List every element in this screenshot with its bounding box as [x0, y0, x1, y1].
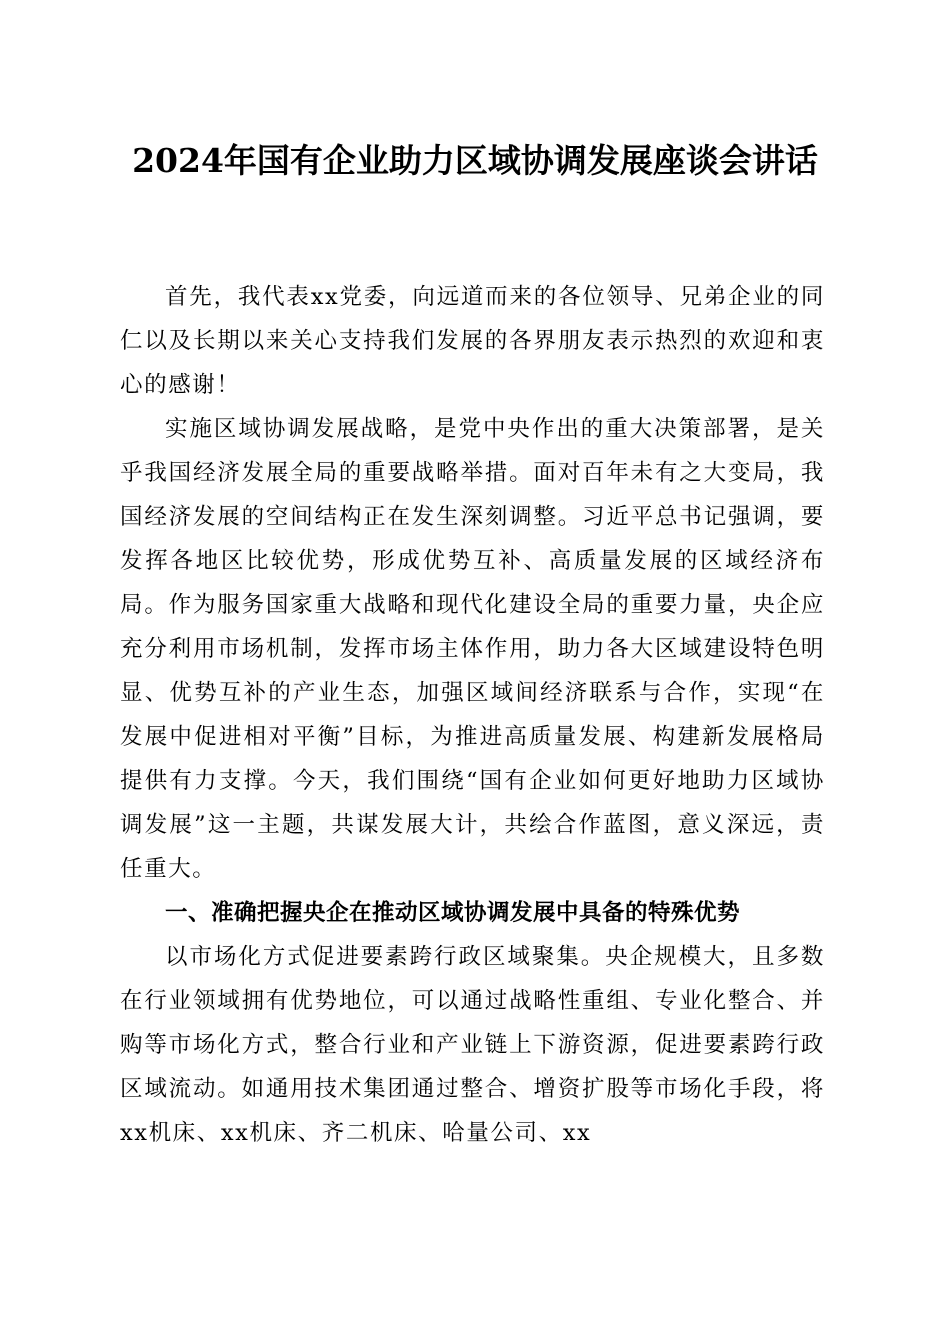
paragraph-section-1: 以市场化方式促进要素跨行政区域聚集。央企规模大，且多数在行业领域拥有优势地位，可以通过战略性重组、专业化整合、并购等市场化方式，整合行业和产业链上下游资源，促进要素跨行政区域流动。如通用技术集团通过整合、增资扩股等市场化手段，将xx机床、xx机床、齐二机床、哈量公司、xx — [120, 944, 825, 1146]
paragraph-strategy: 实施区域协调发展战略，是党中央作出的重大决策部署，是关乎我国经济发展全局的重要战略举措。面对百年未有之大变局，我国经济发展的空间结构正在发生深刻调整。习近平总书记强调，要发挥各地区比较优势，形成优势互补、高质量发展的区域经济布局。作为服务国家重大战略和现代化建设全局的重要力量，央企应充分利用市场机制，发挥市场主体作用，助力各大区域建设特色明显、优势互补的产业生态，加强区域间经济联系与合作，实现“在发展中促进相对平衡”目标，为推进高质量发展、构建新发展格局提供有力支撑。今天，我们围绕“国有企业如何更好地助力区域协调发展”这一主题，共谋发展大计，共绘合作蓝图，意义深远，责任重大。 — [120, 416, 825, 882]
document-body — [120, 275, 825, 1155]
section-heading-1: 一、准确把握央企在推动区域协调发展中具备的特殊优势 — [165, 900, 741, 926]
document-title: 2024年国有企业助力区域协调发展座谈会讲话 — [132, 141, 818, 180]
paragraph-greeting: 首先，我代表xx党委，向远道而来的各位领导、兄弟企业的同仁以及长期以来关心支持我们发展的各界朋友表示热烈的欢迎和衷心的感谢！ — [120, 284, 825, 398]
